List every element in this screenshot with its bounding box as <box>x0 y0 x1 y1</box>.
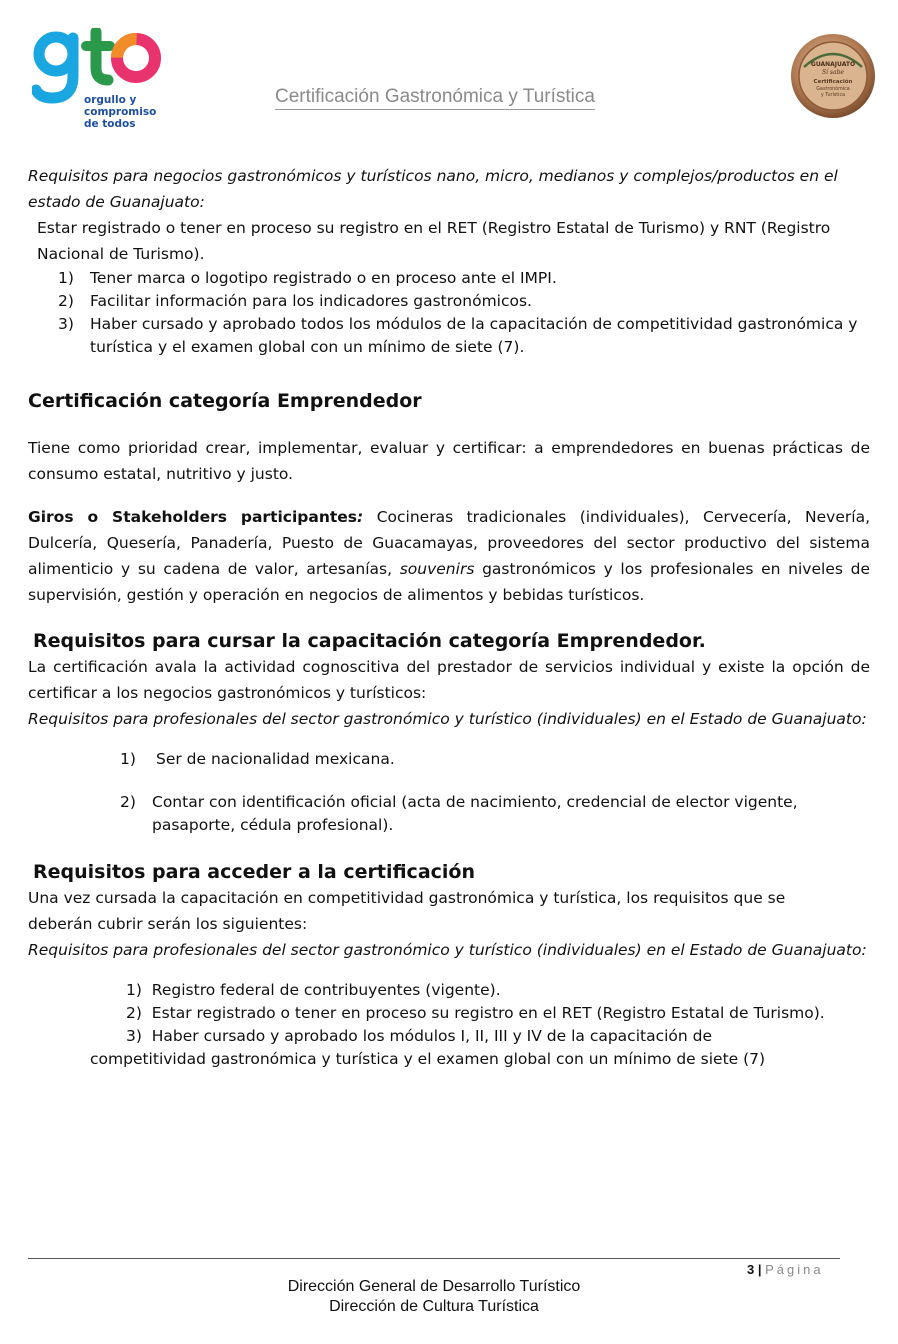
capacitacion-paragraph: La certificación avala la actividad cognoscitiva del prestador de servicios individual y existe la opción de certificar a los negocios gastronómicos y turísticos: <box>28 658 870 702</box>
page-label: Página <box>765 1262 824 1277</box>
list-item-text: Haber cursado y aprobado todos los módulos de la capacitación de competitividad gastronómica y turística y el examen global con un mínimo de siete (7). <box>90 315 858 356</box>
list-item <box>28 748 870 771</box>
stakeholders-text-b: gastronómicos y los profesionales en niveles de supervisión, gestión y operación en negocios de alimentos y bebidas turísticos. <box>28 560 870 604</box>
tagline-line: de todos <box>84 118 136 130</box>
gto-logo <box>32 28 172 138</box>
stakeholders-label: Giros o Stakeholders participantes <box>28 508 358 526</box>
professionals-intro-2: Requisitos para profesionales del sector gastronómico y turístico (individuales) en el Estado de Guanajuato: <box>28 941 867 959</box>
list-item <box>90 979 830 1002</box>
certification-requirements-list <box>28 979 830 1071</box>
professionals-intro: Requisitos para profesionales del sector gastronómico y turístico (individuales) en el Estado de Guanajuato: <box>28 710 867 728</box>
seal-text: Certificación <box>813 79 853 85</box>
list-number: 1) <box>120 750 136 768</box>
list-item-text: Haber cursado y aprobado los módulos I, II, III y IV de la capacitación de competitividad gastronómica y turística y el examen global con un mínimo de siete (7) <box>90 1027 766 1068</box>
page-number-value: 3 <box>747 1262 755 1277</box>
footer-text <box>184 1277 684 1317</box>
list-item <box>28 290 870 313</box>
list-item <box>90 1025 830 1071</box>
logo-tagline <box>84 94 156 130</box>
stakeholders-paragraph <box>28 504 870 608</box>
list-item-text: Tener marca o logotipo registrado o en proceso ante el IMPI. <box>90 269 557 287</box>
business-requirements-list <box>28 267 870 359</box>
stakeholders-text-a: Cocineras tradicionales (individuales), Cervecería, Nevería, Dulcería, Quesería, Panadería, Puesto de Guacamayas, proveedores del sector productivo del sistema alimenticio y su cadena de valor, artesanías, <box>28 508 870 578</box>
list-number: 3) <box>126 1027 142 1045</box>
professionals-requirements-list <box>28 748 870 837</box>
list-item-text: Registro federal de contribuyentes (vigente). <box>151 981 501 999</box>
list-item <box>28 267 870 290</box>
seal-text: Sí sabe <box>822 69 844 76</box>
section-heading-capacitacion: Requisitos para cursar la capacitación categoría Emprendedor. <box>33 630 706 652</box>
footer-line-2: Dirección de Cultura Turística <box>329 1298 539 1315</box>
section-heading-certificacion: Requisitos para acceder a la certificación <box>33 861 475 883</box>
seal-text: GUANAJUATO <box>810 61 856 68</box>
priority-paragraph: Tiene como prioridad crear, implementar, evaluar y certificar: a emprendedores en buenas prácticas de consumo estatal, nutritivo y justo. <box>28 439 870 483</box>
header-title: Certificación Gastronómica y Turística <box>275 86 595 110</box>
page-number <box>747 1262 824 1277</box>
list-item-text: Estar registrado o tener en proceso su registro en el RET (Registro Estatal de Turismo). <box>151 1004 825 1022</box>
list-item-text: Facilitar información para los indicadores gastronómicos. <box>90 292 532 310</box>
list-item-text: Contar con identificación oficial (acta de nacimiento, credencial de elector vigente, pasaporte, cédula profesional). <box>152 793 798 834</box>
certification-seal-icon <box>790 33 876 119</box>
section-heading-emprendedor: Certificación categoría Emprendedor <box>28 390 422 412</box>
footer-line-1: Dirección General de Desarrollo Turístico <box>287 1278 581 1295</box>
list-number: 2) <box>58 292 74 310</box>
list-number: 3) <box>58 315 74 333</box>
tagline-line: compromiso <box>84 106 157 118</box>
list-item <box>90 1002 830 1025</box>
document-body <box>28 163 870 1071</box>
certificacion-paragraph: Una vez cursada la capacitación en competitividad gastronómica y turística, los requisitos que se deberán cubrir serán los siguientes: <box>28 889 786 933</box>
footer-divider <box>28 1258 840 1259</box>
stakeholders-colon: : <box>357 508 364 526</box>
tagline-line: orgullo y <box>84 94 137 106</box>
business-requirements-intro: Requisitos para negocios gastronómicos y turísticos nano, micro, medianos y complejos/productos en el estado de Guanajuato: <box>28 167 838 211</box>
list-item-text: Ser de nacionalidad mexicana. <box>156 750 395 768</box>
list-item <box>28 313 870 359</box>
souvenirs-word: souvenirs <box>399 560 475 578</box>
list-number: 1) <box>126 981 142 999</box>
seal-text: y Turística <box>820 93 846 98</box>
list-number: 2) <box>120 793 136 811</box>
list-number: 1) <box>58 269 74 287</box>
registration-requirement: Estar registrado o tener en proceso su registro en el RET (Registro Estatal de Turismo) y RNT (Registro Nacional de Turismo). <box>37 219 831 263</box>
list-number: 2) <box>126 1004 142 1022</box>
page-separator: | <box>757 1262 762 1277</box>
list-item <box>28 791 870 837</box>
seal-text: Gastronómica <box>816 87 850 92</box>
